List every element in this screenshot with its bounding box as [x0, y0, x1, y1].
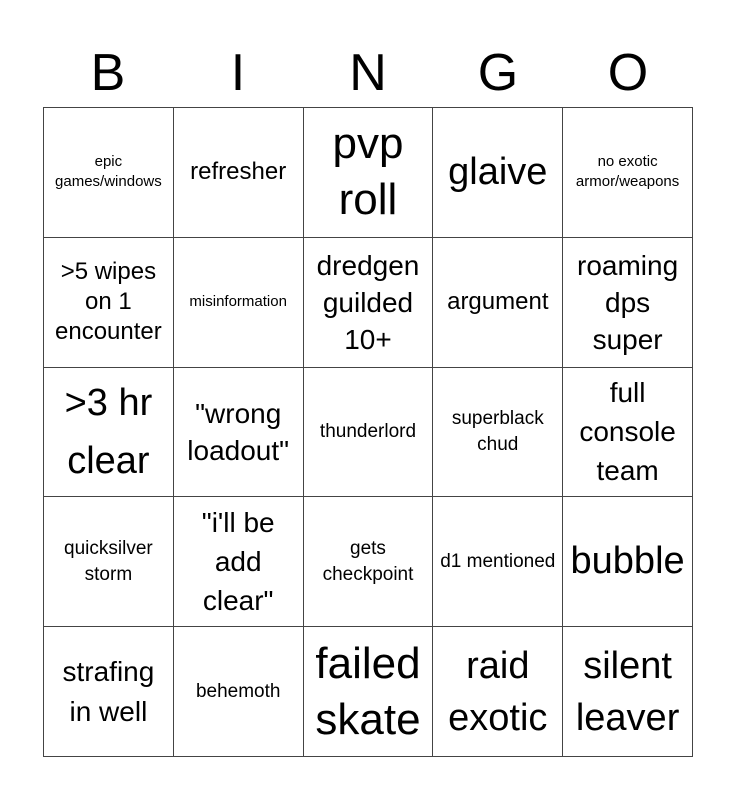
- cell-label: thunderlord: [319, 420, 417, 442]
- cell-label: d1 mentioned: [440, 550, 556, 572]
- header-letter-o: O: [607, 44, 649, 102]
- bingo-cell-2-4[interactable]: [433, 238, 563, 368]
- header-letter-b: B: [90, 44, 126, 102]
- bingo-cell-3-3[interactable]: [304, 368, 434, 498]
- cell-label: no exotic armor/weapons: [575, 153, 680, 191]
- cell-label: "i'll be add clear": [201, 507, 275, 617]
- cell-label: roaming dps super: [577, 249, 679, 355]
- bingo-cell-1-5[interactable]: [563, 108, 693, 238]
- cell-label: quicksilver storm: [64, 537, 153, 585]
- cell-label: glaive: [448, 150, 548, 193]
- header-letter-n: N: [349, 44, 387, 102]
- bingo-cell-4-2[interactable]: [174, 497, 304, 627]
- cell-label: bubble: [570, 540, 685, 583]
- bingo-cell-2-3[interactable]: [304, 238, 434, 368]
- bingo-cell-3-2[interactable]: [174, 368, 304, 498]
- bingo-cell-1-2[interactable]: [174, 108, 304, 238]
- bingo-cell-1-3[interactable]: [304, 108, 434, 238]
- bingo-board: [43, 107, 693, 757]
- bingo-cell-4-5[interactable]: [563, 497, 693, 627]
- bingo-cell-4-4[interactable]: [433, 497, 563, 627]
- cell-label: behemoth: [195, 680, 281, 702]
- bingo-cell-2-2[interactable]: [174, 238, 304, 368]
- bingo-cell-5-4[interactable]: [433, 627, 563, 757]
- cell-label: failed skate: [315, 638, 421, 744]
- cell-label: pvp roll: [332, 119, 404, 225]
- bingo-cell-3-1[interactable]: [44, 368, 174, 498]
- cell-label: dredgen guilded 10+: [316, 249, 420, 355]
- bingo-header: [43, 38, 693, 108]
- cell-label: "wrong loadout": [187, 397, 290, 466]
- cell-label: full console team: [579, 377, 676, 487]
- cell-label: >5 wipes on 1 encounter: [55, 258, 162, 346]
- cell-label: gets checkpoint: [322, 537, 414, 585]
- bingo-cell-2-1[interactable]: [44, 238, 174, 368]
- cell-label: superblack chud: [451, 407, 544, 455]
- cell-label: argument: [447, 288, 549, 316]
- header-letter-i: I: [230, 44, 246, 102]
- cell-label: refresher: [190, 158, 287, 186]
- cell-label: strafing in well: [62, 655, 155, 727]
- bingo-cell-5-1[interactable]: [44, 627, 174, 757]
- cell-label: epic games/windows: [55, 153, 162, 191]
- bingo-cell-5-5[interactable]: [563, 627, 693, 757]
- bingo-cell-5-3[interactable]: [304, 627, 434, 757]
- bingo-cell-2-5[interactable]: [563, 238, 693, 368]
- bingo-cell-1-1[interactable]: [44, 108, 174, 238]
- header-letter-g: G: [477, 44, 519, 102]
- bingo-cell-5-2[interactable]: [174, 627, 304, 757]
- cell-label: misinformation: [189, 293, 287, 311]
- bingo-cell-3-4[interactable]: [433, 368, 563, 498]
- bingo-cell-4-1[interactable]: [44, 497, 174, 627]
- cell-label: silent leaver: [575, 644, 680, 739]
- cell-label: raid exotic: [448, 644, 548, 739]
- bingo-cell-1-4[interactable]: [433, 108, 563, 238]
- bingo-cell-4-3[interactable]: [304, 497, 434, 627]
- bingo-cell-3-5[interactable]: [563, 368, 693, 498]
- cell-label: >3 hr clear: [64, 381, 153, 482]
